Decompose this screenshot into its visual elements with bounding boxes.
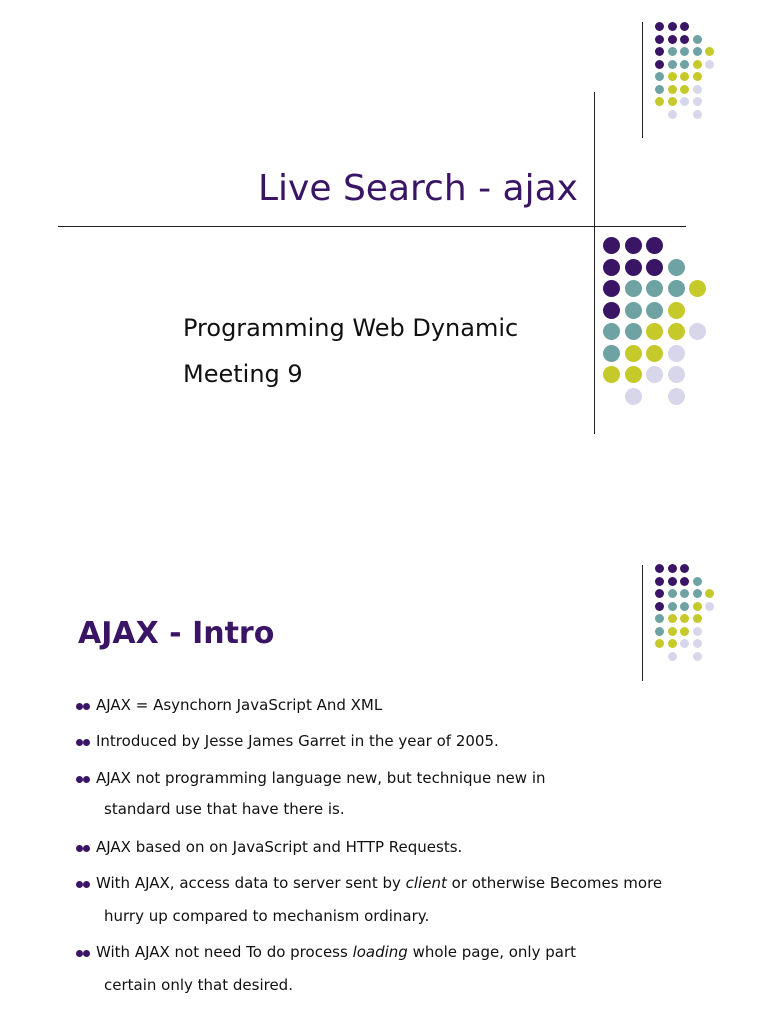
decorative-dot xyxy=(655,22,664,31)
decorative-dot xyxy=(693,35,702,44)
decorative-dot xyxy=(693,614,702,623)
decorative-dot xyxy=(680,639,689,648)
bullet-icon xyxy=(76,737,94,747)
subtitle-line-1: Programming Web Dynamic xyxy=(183,314,519,342)
bullet-text-emphasis: loading xyxy=(352,943,408,961)
decorative-dot xyxy=(705,602,714,611)
decorative-dot xyxy=(646,259,663,276)
decorative-dot xyxy=(693,639,702,648)
decorative-dot xyxy=(625,366,642,383)
decorative-dot xyxy=(680,564,689,573)
decorative-dot xyxy=(655,35,664,44)
decorative-dot xyxy=(680,35,689,44)
decorative-dot xyxy=(680,589,689,598)
decorative-dot xyxy=(668,564,677,573)
decorative-dot xyxy=(625,302,642,319)
decorative-dot xyxy=(668,388,685,405)
bullet-item-1 xyxy=(76,696,382,714)
decorative-dot xyxy=(625,388,642,405)
decorative-dot xyxy=(668,85,677,94)
decorative-dot xyxy=(646,366,663,383)
slide-title: Live Search - ajax xyxy=(258,168,578,209)
decorative-dot xyxy=(668,577,677,586)
decorative-dot xyxy=(693,60,702,69)
decorative-dot xyxy=(668,639,677,648)
decorative-dot xyxy=(655,589,664,598)
decorative-dot xyxy=(668,72,677,81)
decorative-dot xyxy=(693,602,702,611)
decorative-dot xyxy=(603,280,620,297)
bullet-icon xyxy=(76,774,94,784)
decorative-dot xyxy=(603,366,620,383)
content-slide xyxy=(0,490,768,1024)
bullet-item-5 xyxy=(76,874,662,892)
decorative-dot xyxy=(680,602,689,611)
decorative-dot xyxy=(603,323,620,340)
decorative-dot xyxy=(655,60,664,69)
decorative-dot xyxy=(655,577,664,586)
bullet-icon xyxy=(76,879,94,889)
decorative-dot xyxy=(603,345,620,362)
decorative-dot xyxy=(655,564,664,573)
decorative-dot xyxy=(689,323,706,340)
decorative-dot xyxy=(603,237,620,254)
bullet-text: AJAX = Asynchorn JavaScript And XML xyxy=(96,696,383,714)
decorative-dot xyxy=(680,627,689,636)
decorative-dot xyxy=(603,302,620,319)
decorative-dot xyxy=(655,72,664,81)
decorative-dot xyxy=(693,85,702,94)
decorative-dot xyxy=(680,614,689,623)
decorative-dot xyxy=(655,47,664,56)
decorative-dot xyxy=(668,110,677,119)
bullet-text: Introduced by Jesse James Garret in the year of 2005. xyxy=(96,732,499,750)
slide-title: AJAX - Intro xyxy=(78,616,275,651)
decorative-dot xyxy=(693,577,702,586)
decorative-dot xyxy=(668,47,677,56)
decorative-dot xyxy=(693,110,702,119)
bullet-icon xyxy=(76,843,94,853)
decorative-dot xyxy=(625,259,642,276)
decorative-dot xyxy=(668,35,677,44)
decorative-dot xyxy=(693,47,702,56)
bullet-item-5-continuation: hurry up compared to mechanism ordinary. xyxy=(104,907,430,925)
bullet-text-emphasis: client xyxy=(405,874,447,892)
decorative-dot xyxy=(655,639,664,648)
corner-vertical-rule xyxy=(642,565,643,681)
decorative-dot xyxy=(680,577,689,586)
decorative-dot xyxy=(668,323,685,340)
decorative-dot xyxy=(603,259,620,276)
decorative-dot xyxy=(668,602,677,611)
bullet-item-3 xyxy=(76,769,546,787)
decorative-dot xyxy=(655,627,664,636)
bullet-item-6-continuation: certain only that desired. xyxy=(104,976,293,994)
top-vertical-rule xyxy=(642,22,643,138)
bullet-item-3-continuation: standard use that have there is. xyxy=(104,800,345,818)
decorative-dot xyxy=(680,85,689,94)
bullet-item-2 xyxy=(76,732,499,750)
decorative-dot xyxy=(689,280,706,297)
bullet-icon xyxy=(76,701,94,711)
bullet-text-pre: With AJAX not need To do process xyxy=(96,943,353,961)
decorative-dot xyxy=(668,366,685,383)
decorative-dot xyxy=(646,280,663,297)
decorative-dot xyxy=(668,22,677,31)
decorative-dot xyxy=(693,72,702,81)
bullet-text-post: whole page, only part xyxy=(407,943,576,961)
bullet-text: AJAX not programming language new, but technique new in xyxy=(96,769,546,787)
decorative-dot xyxy=(668,97,677,106)
decorative-dot xyxy=(668,627,677,636)
decorative-dot xyxy=(655,614,664,623)
decorative-dot xyxy=(655,85,664,94)
decorative-dot xyxy=(693,652,702,661)
decorative-dot xyxy=(668,60,677,69)
decorative-dot xyxy=(693,589,702,598)
bullet-item-6 xyxy=(76,943,576,961)
decorative-dot xyxy=(625,345,642,362)
decorative-dot xyxy=(668,614,677,623)
mid-vertical-rule xyxy=(594,92,595,434)
decorative-dot xyxy=(625,323,642,340)
decorative-dot xyxy=(646,302,663,319)
decorative-dot xyxy=(625,237,642,254)
bullet-text-pre: With AJAX, access data to server sent by xyxy=(96,874,406,892)
decorative-dot xyxy=(625,280,642,297)
decorative-dot xyxy=(668,259,685,276)
bullet-text: AJAX based on on JavaScript and HTTP Requests. xyxy=(96,838,463,856)
title-underline-rule xyxy=(58,226,686,227)
decorative-dot xyxy=(668,652,677,661)
decorative-dot xyxy=(668,589,677,598)
decorative-dot xyxy=(668,280,685,297)
decorative-dot xyxy=(655,97,664,106)
decorative-dot xyxy=(680,97,689,106)
decorative-dot xyxy=(680,22,689,31)
decorative-dot xyxy=(680,60,689,69)
decorative-dot xyxy=(705,60,714,69)
decorative-dot xyxy=(646,323,663,340)
bullet-icon xyxy=(76,948,94,958)
title-slide xyxy=(0,0,768,490)
decorative-dot xyxy=(646,237,663,254)
bullet-item-4 xyxy=(76,838,462,856)
bullet-text-post: or otherwise Becomes more xyxy=(446,874,663,892)
decorative-dot xyxy=(680,47,689,56)
decorative-dot xyxy=(693,97,702,106)
decorative-dot xyxy=(705,589,714,598)
decorative-dot xyxy=(693,627,702,636)
subtitle-line-2: Meeting 9 xyxy=(183,360,303,388)
decorative-dot xyxy=(668,302,685,319)
decorative-dot xyxy=(655,602,664,611)
decorative-dot xyxy=(646,345,663,362)
decorative-dot xyxy=(705,47,714,56)
decorative-dot xyxy=(680,72,689,81)
decorative-dot xyxy=(668,345,685,362)
